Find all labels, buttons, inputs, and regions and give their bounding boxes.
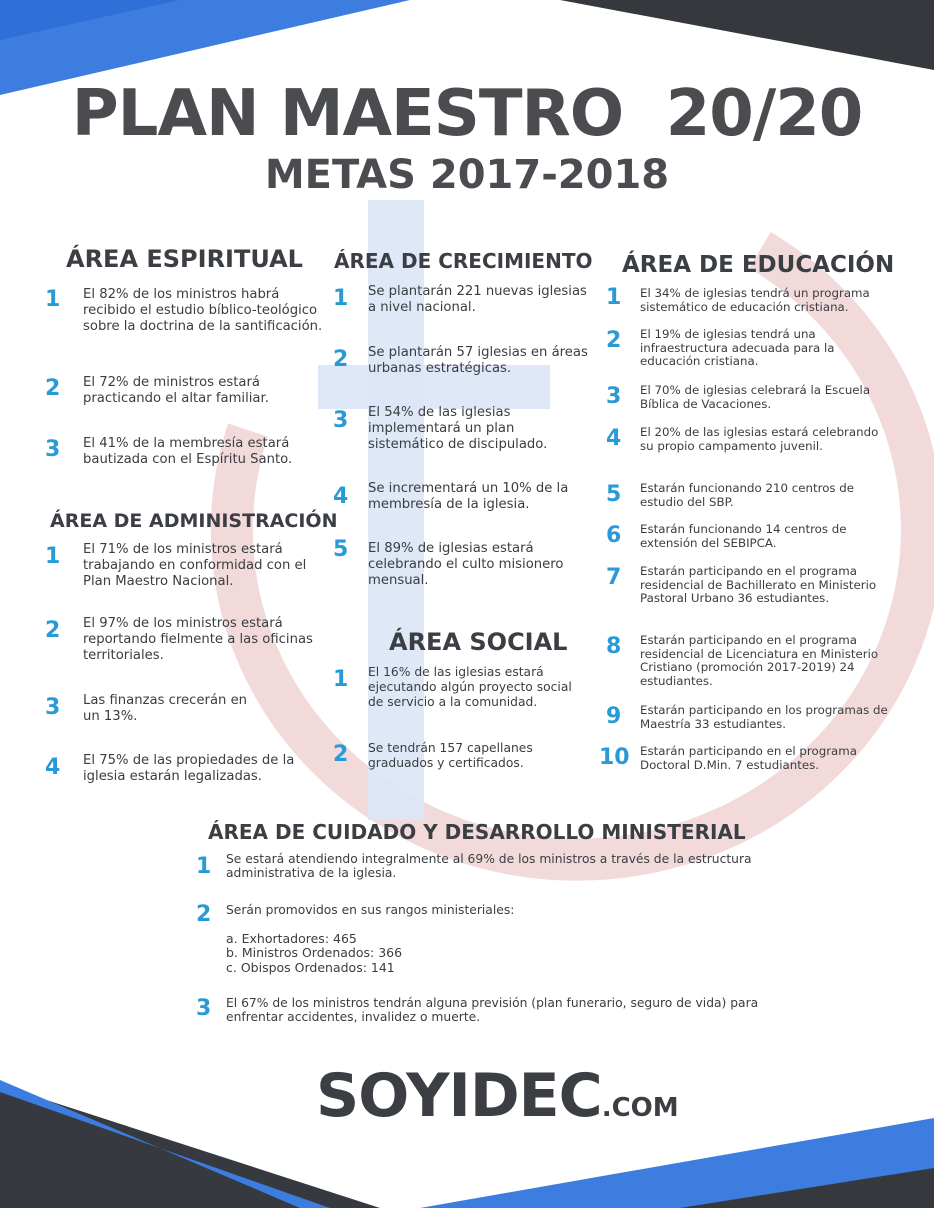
item-text: El 72% de ministros estará practicando el altar familiar. <box>83 375 269 406</box>
item-text: Se plantarán 57 iglesias en áreas urbanas estratégicas. <box>368 345 588 376</box>
section-title-administracion: ÁREA DE ADMINISTRACIÓN <box>50 510 338 532</box>
item-number: 1 <box>333 286 349 311</box>
item-number: 2 <box>333 742 349 767</box>
item-number: 1 <box>196 854 212 879</box>
item-text: Se incrementará un 10% de la membresía de la iglesia. <box>368 481 569 512</box>
item-text: El 89% de iglesias estará celebrando el culto misionero mensual. <box>368 541 564 588</box>
section-title-cuidado: ÁREA DE CUIDADO Y DESARROLLO MINISTERIAL <box>208 820 746 844</box>
item-text: Serán promovidos en sus rangos ministeriales: <box>226 903 515 917</box>
item-number: 3 <box>333 408 349 433</box>
item-text: Se plantarán 221 nuevas iglesias a nivel nacional. <box>368 284 587 315</box>
item-number: 4 <box>45 755 61 780</box>
section-title-educacion: ÁREA DE EDUCACIÓN <box>622 252 895 278</box>
item-number: 2 <box>45 618 61 643</box>
item-text: El 71% de los ministros estará trabajando en conformidad con el Plan Maestro Nacional. <box>83 542 307 589</box>
item-number: 4 <box>333 484 349 509</box>
item-text: El 16% de las iglesias estará ejecutando algún proyecto social de servicio a la comunidad. <box>368 665 572 709</box>
item-number: 1 <box>45 287 61 312</box>
item-text: El 54% de las iglesias implementará un plan sistemático de discipulado. <box>368 405 548 452</box>
logo-main-text: SOYIDEC <box>316 1061 602 1131</box>
item-number: 1 <box>333 667 349 692</box>
item-text: Estarán participando en el programa Doctoral D.Min. 7 estudiantes. <box>640 744 857 772</box>
item-number: 8 <box>606 634 622 659</box>
item-text: El 20% de las iglesias estará celebrando su propio campamento juvenil. <box>640 425 879 453</box>
item-number: 2 <box>333 347 349 372</box>
item-text: Se tendrán 157 capellanes graduados y certificados. <box>368 741 533 770</box>
item-number: 3 <box>606 384 622 409</box>
item-number: 7 <box>606 565 622 590</box>
item-text: El 19% de iglesias tendrá una infraestructura adecuada para la educación cristiana. <box>640 327 835 369</box>
rank-sublist-item-b: b. Ministros Ordenados: 366 <box>226 945 403 961</box>
item-text: El 82% de los ministros habrá recibido el estudio bíblico-teológico sobre la doctrina de la santificación. <box>83 287 323 334</box>
section-title-crecimiento: ÁREA DE CRECIMIENTO <box>334 249 593 273</box>
item-text: El 75% de las propiedades de la iglesia estarán legalizadas. <box>83 753 295 784</box>
item-number: 3 <box>196 996 212 1021</box>
item-number: 10 <box>599 745 630 770</box>
item-number: 5 <box>333 537 349 562</box>
item-text: Estarán funcionando 210 centros de estudio del SBP. <box>640 481 855 509</box>
page-subtitle: METAS 2017-2018 <box>264 152 670 198</box>
item-number: 3 <box>45 695 61 720</box>
item-number: 1 <box>606 285 622 310</box>
item-text: Estarán participando en los programas de Maestría 33 estudiantes. <box>640 703 888 731</box>
item-number: 2 <box>606 328 622 353</box>
item-number: 2 <box>196 902 212 927</box>
item-number: 6 <box>606 523 622 548</box>
section-title-social: ÁREA SOCIAL <box>389 628 568 656</box>
item-text: Se estará atendiendo integralmente al 69% de los ministros a través de la estructura administrativa de la iglesia. <box>226 852 752 881</box>
item-text: El 41% de la membresía estará bautizada con el Espíritu Santo. <box>83 436 293 467</box>
item-text: El 67% de los ministros tendrán alguna previsión (plan funerario, seguro de vida) para enfrentar accidentes, invalidez o muerte. <box>226 996 759 1025</box>
item-number: 2 <box>45 376 61 401</box>
rank-sublist <box>226 932 402 975</box>
item-text: El 70% de iglesias celebrará la Escuela Bíblica de Vacaciones. <box>640 383 871 411</box>
item-number: 1 <box>45 544 61 569</box>
item-number: 5 <box>606 482 622 507</box>
item-number: 4 <box>606 426 622 451</box>
item-number: 3 <box>45 437 61 462</box>
item-text: Las finanzas crecerán en un 13%. <box>83 693 248 724</box>
rank-sublist-item-c: c. Obispos Ordenados: 141 <box>226 959 395 975</box>
section-title-espiritual: ÁREA ESPIRITUAL <box>66 245 303 273</box>
item-text: Estarán participando en el programa residencial de Licenciatura en Ministerio Cristiano (promoción 2017-2019) 24 estudiantes. <box>640 633 879 688</box>
item-text: El 34% de iglesias tendrá un programa sistemático de educación cristiana. <box>640 286 870 314</box>
rank-sublist-item-a: a. Exhortadores: 465 <box>226 931 357 946</box>
item-text: Estarán funcionando 14 centros de extensión del SEBIPCA. <box>640 522 847 550</box>
soyidec-logo[interactable] <box>316 1061 679 1131</box>
item-text: Estarán participando en el programa residencial de Bachillerato en Ministerio Pastoral Urbano 36 estudiantes. <box>640 564 877 606</box>
item-text: El 97% de los ministros estará reportando fielmente a las oficinas territoriales. <box>83 616 313 663</box>
logo-suffix-text: .COM <box>601 1093 679 1123</box>
page-title: PLAN MAESTRO 20/20 <box>71 77 863 151</box>
item-number: 9 <box>606 704 622 729</box>
